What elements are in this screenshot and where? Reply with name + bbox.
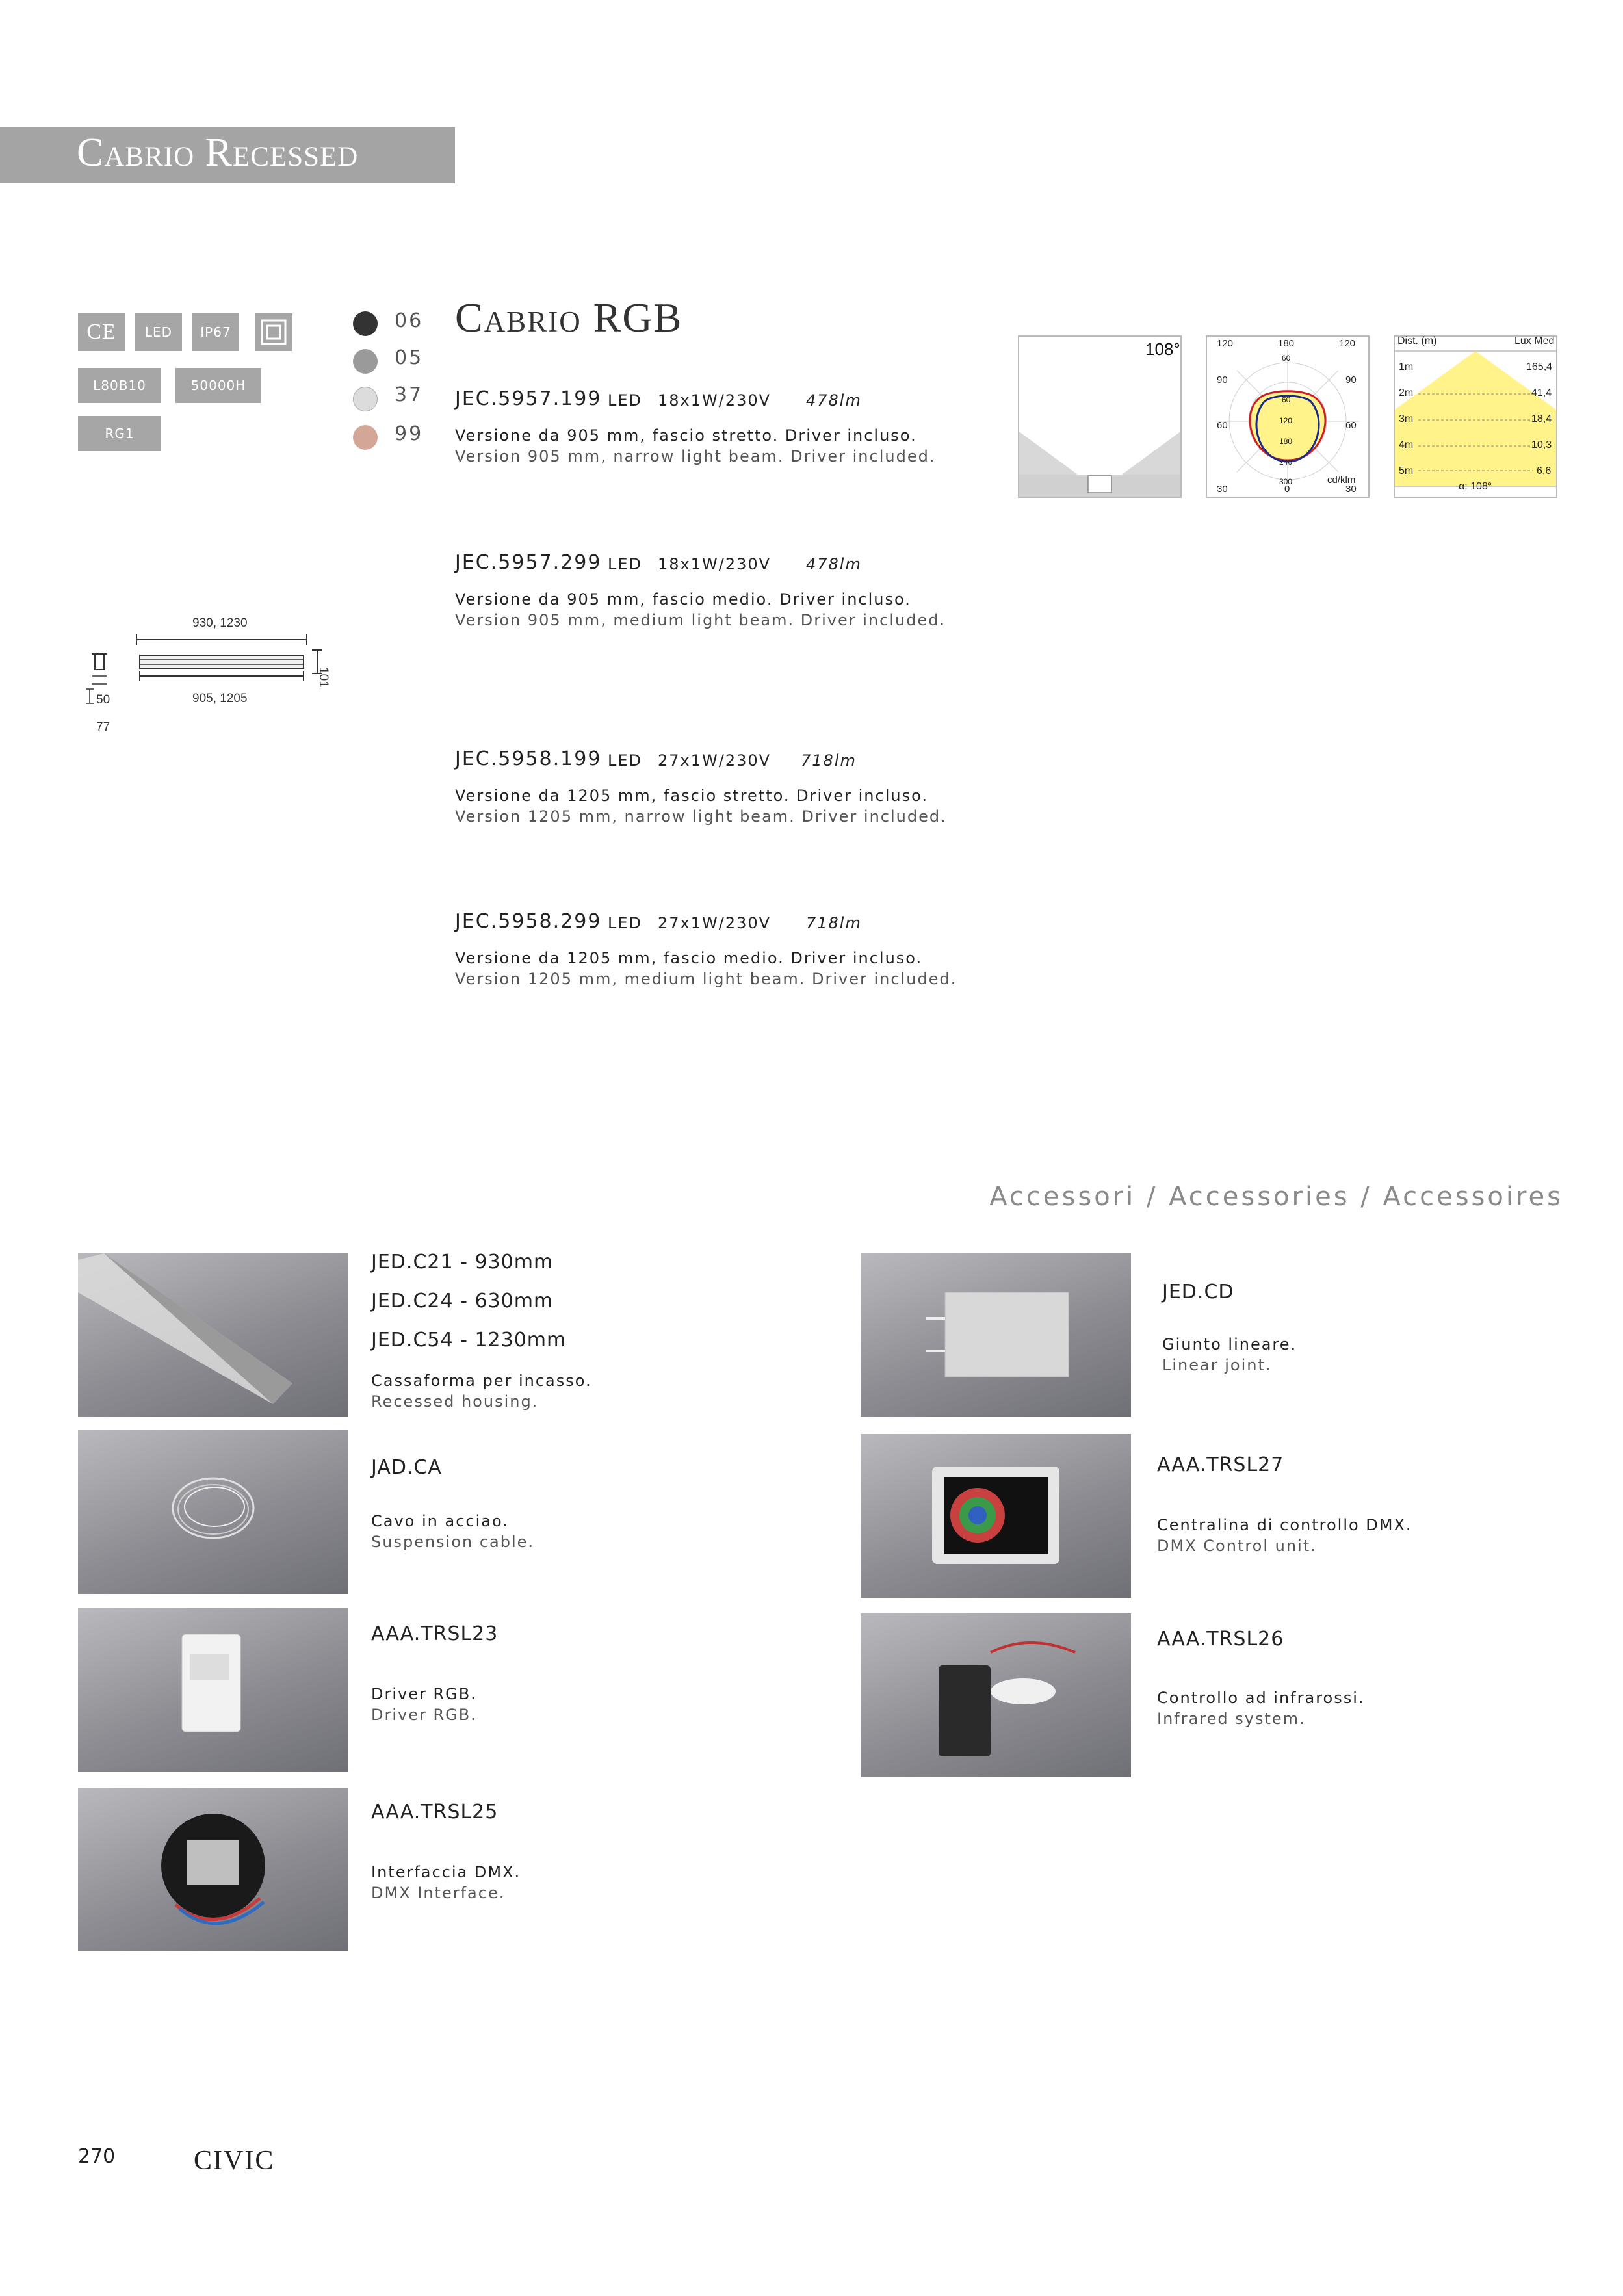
accessory-code: JED.C54 - 1230mm xyxy=(371,1329,567,1351)
accessory-photo-infrared xyxy=(861,1613,1131,1777)
accessory-photo-dmx-control xyxy=(861,1434,1131,1598)
polar-label: 30 xyxy=(1217,484,1228,495)
accessory-desc-it: Driver RGB. xyxy=(371,1685,477,1703)
variant-led: LED xyxy=(608,914,643,932)
brand-logo: CIVIC xyxy=(194,2146,275,2176)
variant-led: LED xyxy=(608,751,643,770)
polar-unit: cd/klm xyxy=(1327,475,1356,486)
ce-badge: CE xyxy=(78,313,125,351)
variant-power: 27x1W/230V xyxy=(658,751,772,770)
polar-label: 60 xyxy=(1345,420,1357,431)
variant-code: JEC.5958.299 xyxy=(455,910,602,933)
variant-desc-en: Version 1205 mm, narrow light beam. Driver included. xyxy=(455,807,947,826)
accessory-desc-it: Giunto lineare. xyxy=(1162,1335,1297,1353)
polar-label: 180 xyxy=(1278,338,1295,349)
polar-ring-label: 120 xyxy=(1279,416,1293,425)
lifetime-badge: 50000H xyxy=(175,368,261,403)
dim-depth-a: 50 xyxy=(96,693,110,707)
color-code: 37 xyxy=(395,384,424,406)
accessory-desc-it: Interfaccia DMX. xyxy=(371,1863,521,1881)
color-code: 99 xyxy=(395,423,424,445)
lux-header-left: Dist. (m) xyxy=(1397,335,1437,346)
dim-depth-b: 77 xyxy=(96,720,110,734)
polar-label: 60 xyxy=(1217,420,1228,431)
accessory-desc-it: Cassaforma per incasso. xyxy=(371,1372,592,1390)
ip-badge: IP67 xyxy=(192,313,239,351)
lux-value: 18,4 xyxy=(1531,413,1552,424)
accessory-desc-en: Driver RGB. xyxy=(371,1706,477,1724)
polar-label: 120 xyxy=(1217,338,1234,349)
double-square-icon xyxy=(255,313,292,351)
dim-bottom-width: 905, 1205 xyxy=(192,692,248,705)
dim-height: 101 xyxy=(317,667,330,688)
polar-ring-label: 300 xyxy=(1279,477,1293,486)
page-number: 270 xyxy=(78,2145,116,2168)
accessory-desc-en: Suspension cable. xyxy=(371,1533,535,1551)
variant-lumens: 718lm xyxy=(801,751,857,770)
polar-label: 30 xyxy=(1345,484,1357,495)
beam-angle-diagram xyxy=(1018,335,1182,498)
accessory-desc-en: DMX Interface. xyxy=(371,1884,506,1902)
accessory-code: AAA.TRSL26 xyxy=(1157,1628,1284,1650)
accessory-desc-it: Centralina di controllo DMX. xyxy=(1157,1516,1412,1534)
color-code: 06 xyxy=(395,309,424,332)
polar-label: 120 xyxy=(1339,338,1356,349)
variant-led: LED xyxy=(608,555,643,573)
accessory-photo-housing xyxy=(78,1253,348,1417)
variant-desc-en: Version 905 mm, medium light beam. Driver included. xyxy=(455,611,946,629)
variant-desc-en: Version 1205 mm, medium light beam. Driver included. xyxy=(455,970,957,988)
accessory-code: JED.C24 - 630mm xyxy=(371,1290,554,1312)
polar-ring-label: 240 xyxy=(1279,458,1293,467)
accessory-desc-en: DMX Control unit. xyxy=(1157,1537,1317,1555)
lux-dist: 3m xyxy=(1399,413,1414,424)
color-code: 05 xyxy=(395,346,424,369)
variant-power: 27x1W/230V xyxy=(658,914,772,932)
accessory-code: JED.C21 - 930mm xyxy=(371,1251,554,1273)
variant-code: JEC.5957.199 xyxy=(455,387,602,410)
l80b10-badge: L80B10 xyxy=(78,368,161,403)
variant-lumens: 478lm xyxy=(806,391,862,410)
lux-dist: 4m xyxy=(1399,439,1414,450)
product-title: Cabrio RGB xyxy=(455,294,683,341)
dim-top-width: 930, 1230 xyxy=(192,616,248,630)
accessory-photo-dmx-interface xyxy=(78,1788,348,1951)
accessory-code: AAA.TRSL27 xyxy=(1157,1454,1284,1476)
lux-value: 10,3 xyxy=(1531,439,1552,450)
accessory-photo-driver xyxy=(78,1608,348,1772)
polar-ring-label: 60 xyxy=(1282,395,1291,404)
color-swatch-37 xyxy=(353,387,378,411)
variant-desc-it: Versione da 1205 mm, fascio medio. Driver incluso. xyxy=(455,949,923,967)
lux-dist: 2m xyxy=(1399,387,1414,398)
lux-value: 6,6 xyxy=(1537,465,1552,476)
polar-label: 90 xyxy=(1217,374,1228,385)
led-badge: LED xyxy=(135,313,182,351)
variant-desc-it: Versione da 905 mm, fascio medio. Driver incluso. xyxy=(455,590,911,608)
accessory-desc-it: Controllo ad infrarossi. xyxy=(1157,1689,1365,1707)
variant-desc-it: Versione da 905 mm, fascio stretto. Driver incluso. xyxy=(455,426,917,445)
color-swatch-05 xyxy=(353,349,378,374)
variant-code: JEC.5958.199 xyxy=(455,748,602,770)
accessory-code: JAD.CA xyxy=(371,1456,442,1479)
lux-dist: 1m xyxy=(1399,361,1414,372)
lux-footer: α: 108° xyxy=(1459,481,1492,492)
accessory-code: JED.CD xyxy=(1162,1281,1234,1303)
accessory-photo-cable xyxy=(78,1430,348,1594)
variant-desc-en: Version 905 mm, narrow light beam. Driver included. xyxy=(455,447,936,465)
accessory-desc-en: Recessed housing. xyxy=(371,1392,539,1411)
beam-angle-label: 108° xyxy=(1145,339,1180,359)
page-title: Cabrio Recessed xyxy=(77,131,359,175)
variant-power: 18x1W/230V xyxy=(658,555,772,573)
accessory-desc-en: Infrared system. xyxy=(1157,1710,1306,1728)
accessory-code: AAA.TRSL25 xyxy=(371,1801,499,1823)
accessory-desc-en: Linear joint. xyxy=(1162,1356,1272,1374)
lux-value: 41,4 xyxy=(1531,387,1552,398)
color-swatch-06 xyxy=(353,311,378,336)
variant-led: LED xyxy=(608,391,643,410)
accessories-title: Accessori / Accessories / Accessoires xyxy=(989,1182,1563,1212)
accessory-code: AAA.TRSL23 xyxy=(371,1623,499,1645)
polar-label: 90 xyxy=(1345,374,1357,385)
lux-header-right: Lux Med xyxy=(1514,335,1555,346)
variant-code: JEC.5957.299 xyxy=(455,551,602,574)
lux-dist: 5m xyxy=(1399,465,1414,476)
polar-ring-label: 60 xyxy=(1282,354,1291,363)
accessory-desc-it: Cavo in acciao. xyxy=(371,1512,509,1530)
polar-ring-label: 180 xyxy=(1279,437,1293,446)
accessory-photo-linear-joint xyxy=(861,1253,1131,1417)
color-swatch-99 xyxy=(353,425,378,450)
polar-label: 0 xyxy=(1284,484,1290,495)
lux-value: 165,4 xyxy=(1526,361,1553,372)
variant-desc-it: Versione da 1205 mm, fascio stretto. Driver incluso. xyxy=(455,787,928,805)
variant-power: 18x1W/230V xyxy=(658,391,772,410)
variant-lumens: 478lm xyxy=(806,555,862,573)
rg-badge: RG1 xyxy=(78,416,161,451)
variant-lumens: 718lm xyxy=(806,914,862,932)
